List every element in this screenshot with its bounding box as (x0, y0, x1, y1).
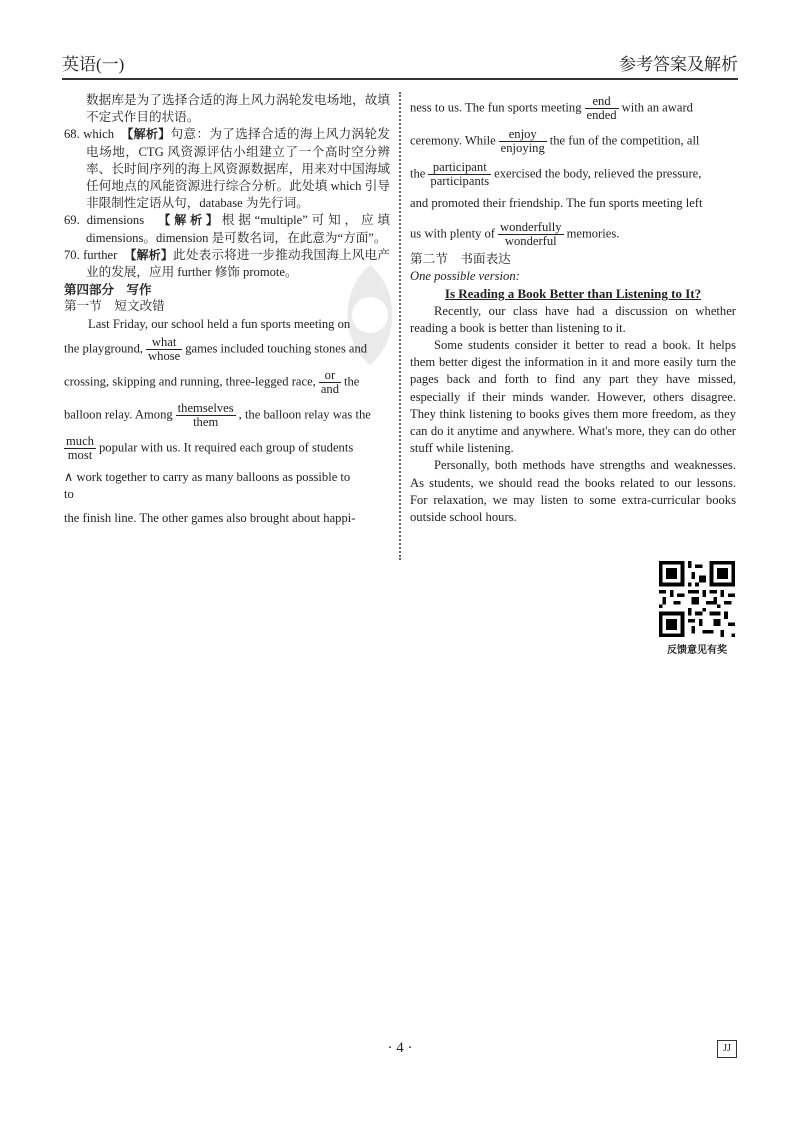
correction-fraction (585, 95, 619, 122)
text-segment: , the balloon relay was the (238, 407, 371, 422)
text-segment: crossing, skipping and running, three-legged race, (64, 374, 316, 389)
corrected-word: wonderful (504, 234, 557, 248)
item-67-continuation: 数据库是为了选择合适的海上风力涡轮发电场地，故填不定式作目的状语。 (86, 93, 390, 125)
correction-line-6 (64, 469, 390, 486)
section-two-heading: 第二节 书面表达 (410, 252, 511, 266)
corrected-word: and (320, 381, 339, 396)
right-column (410, 92, 736, 526)
item-70-tag: 【解析】 (130, 247, 174, 262)
original-word: much (66, 433, 94, 448)
answer-item-69 (64, 212, 390, 246)
qr-code-icon[interactable] (659, 561, 735, 637)
item-68-tag: 【解析】 (127, 127, 171, 142)
correction-line-2 (64, 333, 390, 366)
text-segment: the fun of the competition, all (549, 133, 700, 148)
correction-fraction (499, 128, 547, 155)
page-number: · 4 · (387, 1040, 413, 1056)
page-header (62, 50, 738, 80)
correction-fraction (176, 402, 236, 429)
text-segment: ceremony. While (410, 133, 496, 148)
item-68-explanation: 句意：为了选择合适的海上风力涡轮发电场地，CTG 风资源评估小组建立了一个高时空分辨率、长时间序列的海上风资源数据库，用来对中国海域任何地点的风能资源进行综合分析。此处填 which 引导非限制性定语从句，database 为先行词。 (86, 127, 390, 211)
item-69-answer: 69. dimensions (64, 213, 145, 228)
corrected-word: whose (148, 348, 181, 363)
original-word: what (146, 336, 182, 350)
text-segment: games included touching stones and (185, 341, 368, 356)
correction-fraction (428, 161, 491, 188)
text-segment: popular with us. It required each group of students (98, 440, 354, 455)
answer-item-70 (64, 247, 390, 281)
qr-feedback-label: 反馈意见有奖 (667, 645, 727, 656)
corrected-word: most (67, 447, 93, 462)
correction-fraction (319, 369, 341, 396)
text-segment: work together to carry as many balloons as possible to (76, 469, 351, 484)
correction-line-4 (64, 399, 390, 432)
section-one-heading: 第一节 短文改错 (64, 299, 165, 314)
item-69-explanation: 根据“multiple”可知，应填 dimensions。dimension 是可数名词，在此意为“方面”。 (86, 213, 390, 245)
correction-fraction (498, 221, 564, 248)
text-segment: ness to us. The fun sports meeting (410, 100, 582, 115)
original-word: end (585, 95, 619, 109)
correction-line-1: Last Friday, our school held a fun sports meeting on (88, 316, 351, 331)
edition-badge: JJ (717, 1040, 737, 1058)
correction-line-5 (64, 432, 390, 465)
essay-title: Is Reading a Book Better than Listening to It? (444, 286, 702, 302)
original-word: wonderfully (500, 220, 562, 234)
correction-fraction (64, 435, 96, 462)
item-69-tag: 【解析】 (164, 213, 222, 228)
original-word: themselves (177, 400, 234, 415)
version-label: One possible version: (410, 269, 520, 284)
correction-line-3 (64, 366, 390, 399)
item-68-answer: 68. which (64, 127, 114, 142)
essay-paragraph-2: Some students consider it better to read a book. It helps them better digest the information in it and more easily turn the pages back and forth to find any part they have missed, especially if their minds wander. However, others disagree. They think listening to books gives them more freedom, as they can do it anytime and anywhere. What's more, they can do other stuff while listening. (410, 338, 736, 456)
correction-line-8 (410, 92, 736, 125)
correction-line-12 (410, 218, 736, 251)
inserted-word: to (64, 486, 74, 501)
original-word: enjoy (499, 128, 547, 142)
original-word: participant (428, 161, 491, 175)
text-segment: with an award (621, 100, 693, 115)
original-word: or (319, 369, 341, 383)
item-70-answer: 70. further (64, 247, 118, 262)
header-subject-title: 英语(一) (62, 55, 125, 74)
corrected-word: enjoying (500, 141, 545, 155)
header-answer-title: 参考答案及解析 (619, 55, 738, 74)
correction-line-9 (410, 125, 736, 158)
text-segment: the playground, (64, 341, 144, 356)
corrected-word: them (193, 414, 219, 429)
correction-line-11: and promoted their friendship. The fun sports meeting left (410, 196, 703, 210)
text-segment: balloon relay. Among (64, 407, 173, 422)
correction-fraction (146, 336, 182, 363)
correction-line-10 (410, 158, 736, 191)
text-segment: exercised the body, relieved the pressure, (494, 166, 702, 181)
text-segment: the (410, 166, 426, 181)
text-segment: memories. (566, 226, 620, 241)
text-segment: the (344, 374, 360, 389)
part-four-heading: 第四部分 写作 (64, 282, 152, 298)
column-divider (399, 92, 401, 560)
correction-line-7: the finish line. The other games also brought about happi- (64, 510, 356, 525)
corrected-word: ended (586, 108, 617, 122)
answer-item-68 (64, 126, 390, 212)
insert-caret-icon: ∧ (64, 469, 74, 484)
item-70-explanation: 此处表示将进一步推动我国海上风电产业的发展，应用 further 修饰 promote。 (86, 247, 391, 280)
text-segment: us with plenty of (410, 226, 496, 241)
left-column (64, 92, 390, 527)
essay-paragraph-3: Personally, both methods have strengths and weaknesses. As students, we should read the books related to our lessons. For relaxation, we may listen to some extra-curricular books outside school hours. (410, 458, 736, 525)
corrected-word: participants (430, 174, 490, 188)
essay-paragraph-1: Recently, our class have had a discussion on whether reading a book is better than listening to it. (410, 303, 736, 335)
